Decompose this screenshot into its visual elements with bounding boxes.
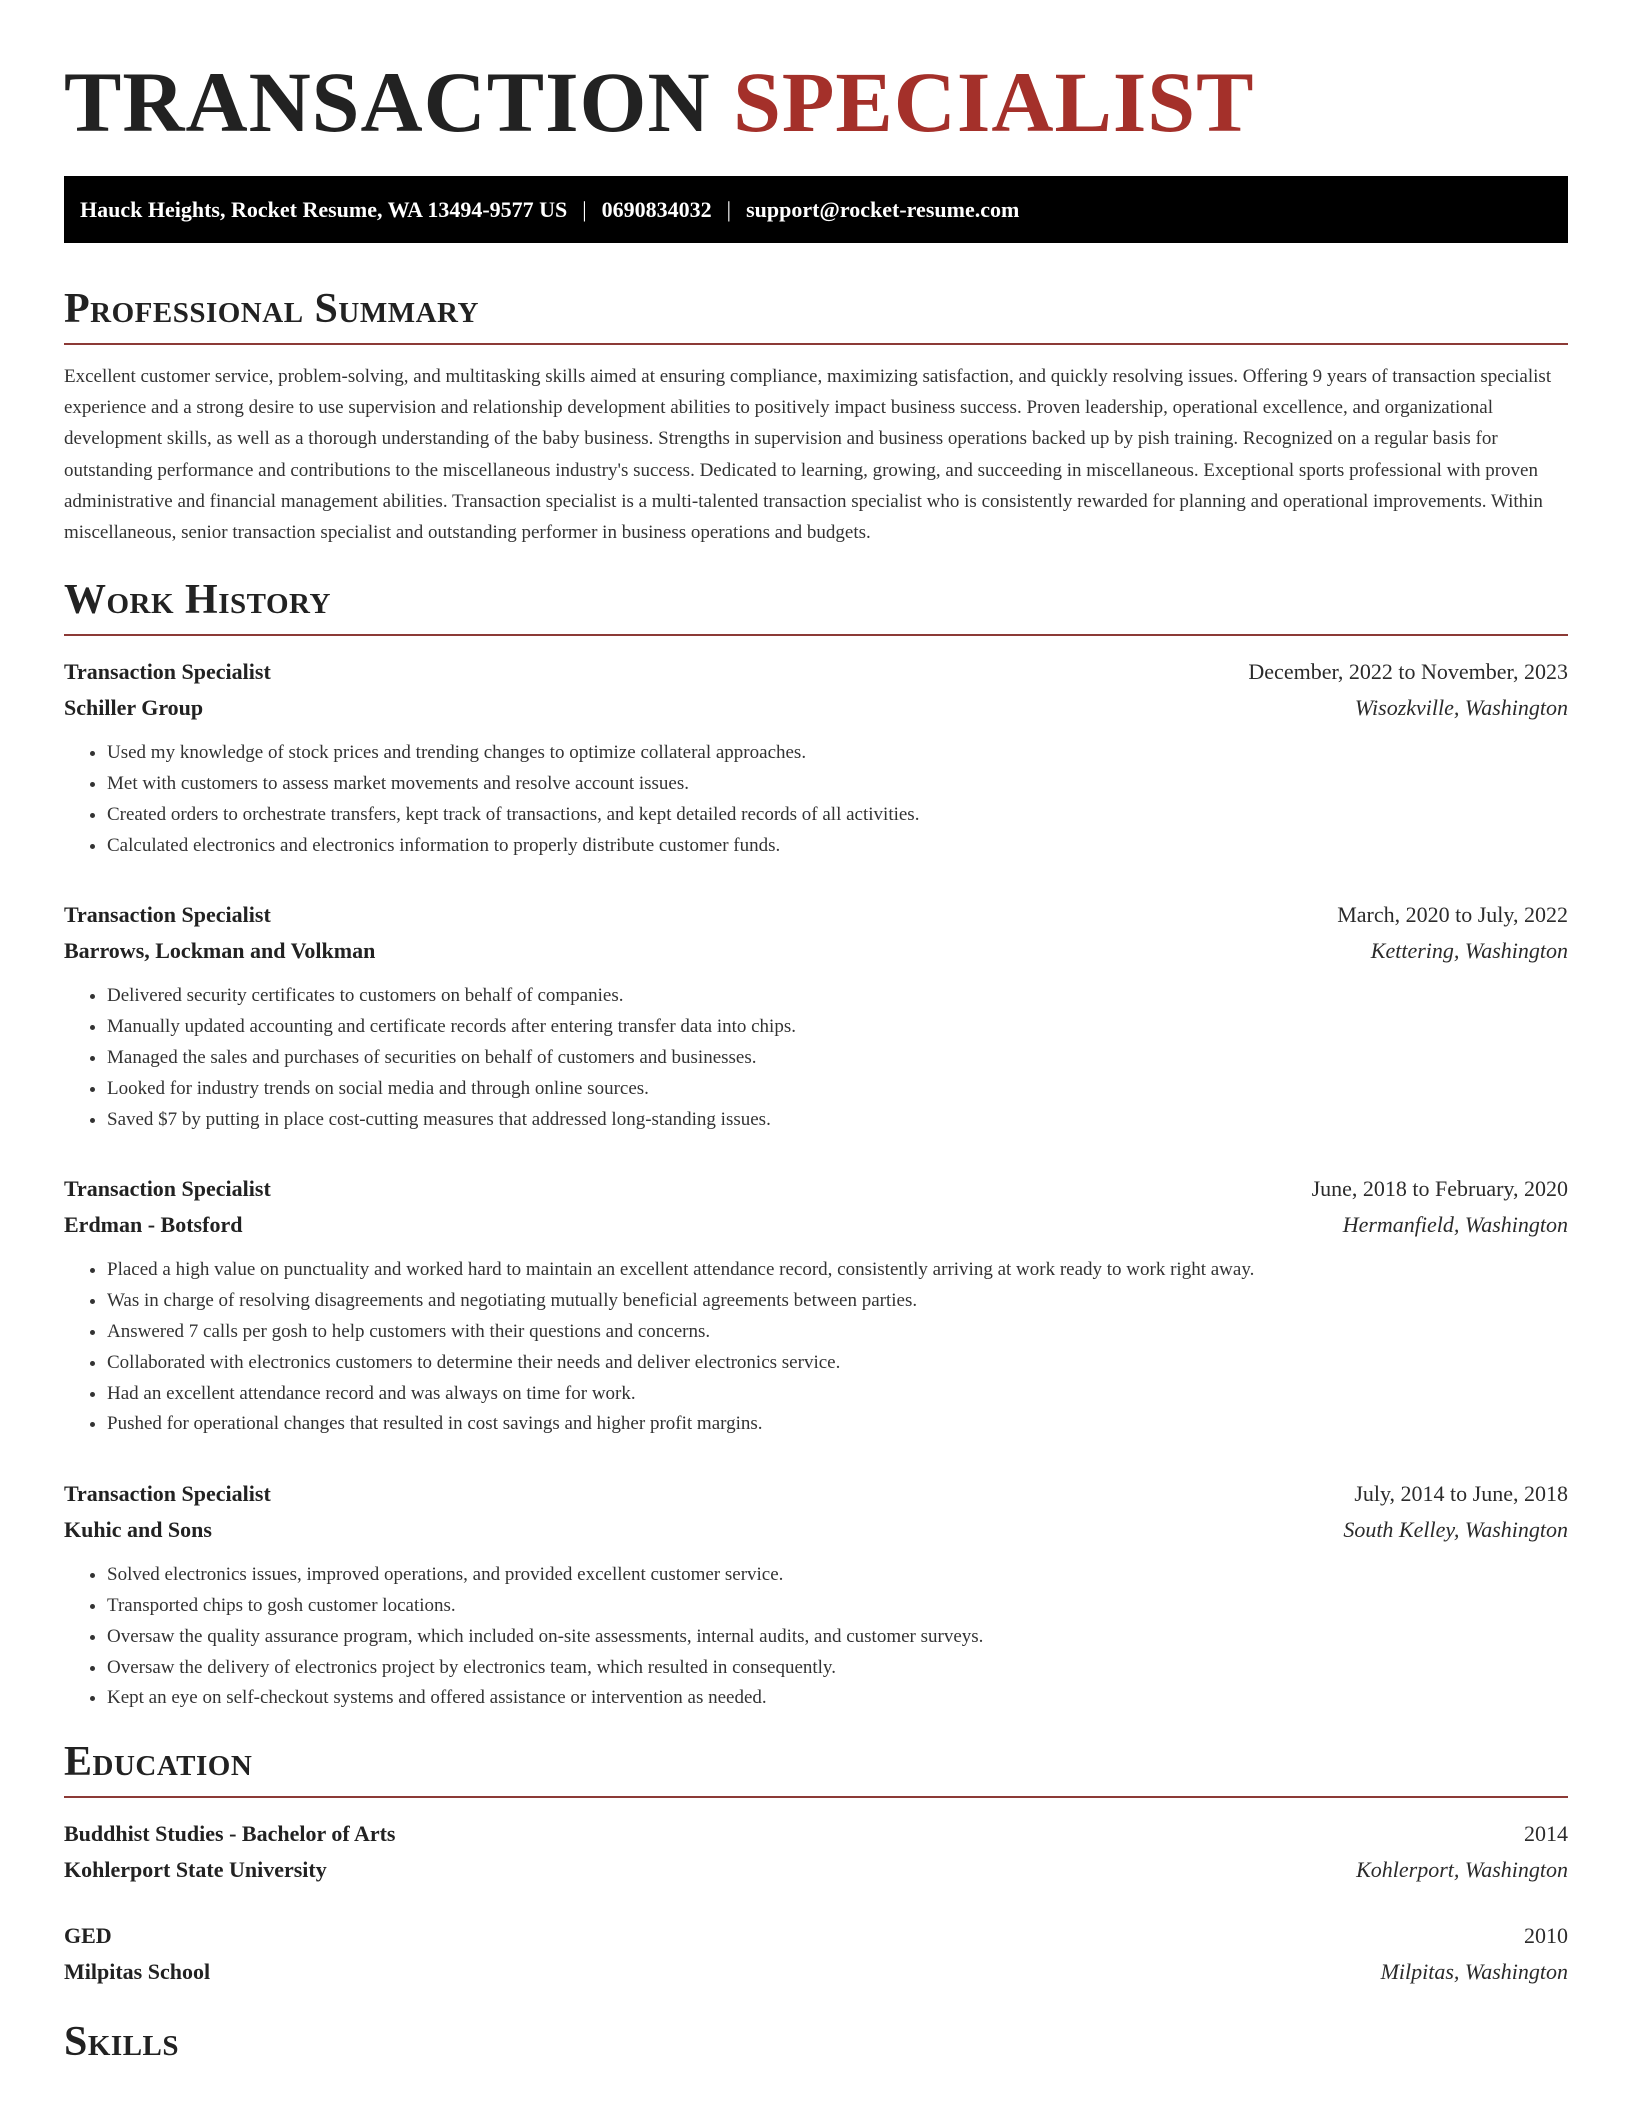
job-bullets bbox=[64, 738, 1568, 861]
education-entry bbox=[64, 1918, 1568, 1990]
job-header-row bbox=[64, 1171, 1568, 1207]
job-bullet: • Manually updated accounting and certificate records after entering transfer data into chips. bbox=[107, 1012, 1568, 1043]
job-location: South Kelley, Washington bbox=[1343, 1517, 1568, 1543]
job-company-row bbox=[64, 1512, 1568, 1548]
job-title: Transaction Specialist bbox=[64, 1176, 271, 1202]
job-bullet: • Managed the sales and purchases of securities on behalf of customers and businesses. bbox=[107, 1043, 1568, 1074]
contact-separator: | bbox=[726, 197, 732, 222]
job-bullet: • Looked for industry trends on social media and through online sources. bbox=[107, 1074, 1568, 1105]
job-bullets bbox=[64, 981, 1568, 1135]
education-degree: GED bbox=[64, 1923, 112, 1949]
job-company: Kuhic and Sons bbox=[64, 1517, 212, 1543]
job-bullet: • Oversaw the delivery of electronics project by electronics team, which resulted in consequently. bbox=[107, 1653, 1568, 1684]
job-bullet: • Created orders to orchestrate transfers, kept track of transactions, and kept detailed records of all activities. bbox=[107, 800, 1568, 831]
education-location: Kohlerport, Washington bbox=[1356, 1857, 1568, 1883]
work-history-heading: Work History bbox=[64, 577, 331, 624]
job-header-row bbox=[64, 1476, 1568, 1512]
job-bullet: • Had an excellent attendance record and was always on time for work. bbox=[107, 1379, 1568, 1410]
job-company-row bbox=[64, 1207, 1568, 1243]
job-location: Wisozkville, Washington bbox=[1354, 695, 1568, 721]
job-entry bbox=[64, 654, 1568, 861]
education-year: 2010 bbox=[1524, 1923, 1568, 1949]
summary-heading: Professional Summary bbox=[64, 286, 479, 332]
education-location: Milpitas, Washington bbox=[1380, 1959, 1568, 1985]
job-entry bbox=[64, 897, 1568, 1135]
education-school-row bbox=[64, 1954, 1568, 1990]
job-bullet: • Pushed for operational changes that resulted in cost savings and higher profit margins. bbox=[107, 1409, 1568, 1440]
title-main: TRANSACTION bbox=[64, 54, 711, 150]
education-header-row bbox=[64, 1918, 1568, 1954]
job-dates: July, 2014 to June, 2018 bbox=[1354, 1481, 1568, 1507]
education-school: Kohlerport State University bbox=[64, 1857, 327, 1883]
job-bullet: • Oversaw the quality assurance program, which included on-site assessments, internal audits, and customer surveys. bbox=[107, 1622, 1568, 1653]
job-bullet: • Answered 7 calls per gosh to help customers with their questions and concerns. bbox=[107, 1317, 1568, 1348]
job-bullet: • Kept an eye on self-checkout systems and offered assistance or intervention as needed. bbox=[107, 1683, 1568, 1714]
job-dates: December, 2022 to November, 2023 bbox=[1248, 659, 1568, 685]
job-company: Barrows, Lockman and Volkman bbox=[64, 938, 376, 964]
job-bullet: • Collaborated with electronics customers to determine their needs and deliver electronics service. bbox=[107, 1348, 1568, 1379]
skills-heading: Skills bbox=[64, 2019, 180, 2066]
education-school-row bbox=[64, 1852, 1568, 1888]
education-heading: Education bbox=[64, 1739, 253, 1786]
contact-phone: 0690834032 bbox=[601, 197, 712, 222]
title-accent: SPECIALIST bbox=[733, 54, 1255, 150]
job-company: Schiller Group bbox=[64, 695, 204, 721]
job-bullet: • Placed a high value on punctuality and worked hard to maintain an excellent attendance record, consistently arriving at work ready to work right away. bbox=[107, 1255, 1568, 1286]
job-bullets bbox=[64, 1560, 1568, 1714]
resume-page bbox=[64, 52, 1568, 2068]
job-company: Erdman - Botsford bbox=[64, 1212, 243, 1238]
job-bullet: • Used my knowledge of stock prices and trending changes to optimize collateral approaches. bbox=[107, 738, 1568, 769]
job-bullet: • Transported chips to gosh customer locations. bbox=[107, 1591, 1568, 1622]
education-header-row bbox=[64, 1816, 1568, 1852]
education-degree: Buddhist Studies - Bachelor of Arts bbox=[64, 1821, 396, 1847]
job-entry bbox=[64, 1476, 1568, 1714]
job-bullet: • Met with customers to assess market movements and resolve account issues. bbox=[107, 769, 1568, 800]
job-title: Transaction Specialist bbox=[64, 1481, 271, 1507]
job-location: Hermanfield, Washington bbox=[1342, 1212, 1568, 1238]
job-bullets bbox=[64, 1255, 1568, 1440]
job-bullet: • Saved $7 by putting in place cost-cutting measures that addressed long-standing issues. bbox=[107, 1105, 1568, 1136]
education-year: 2014 bbox=[1524, 1821, 1568, 1847]
education-school: Milpitas School bbox=[64, 1959, 211, 1985]
job-bullet: • Was in charge of resolving disagreements and negotiating mutually beneficial agreements between parties. bbox=[107, 1286, 1568, 1317]
section-divider bbox=[64, 1796, 1568, 1798]
job-bullet: • Solved electronics issues, improved operations, and provided excellent customer service. bbox=[107, 1560, 1568, 1591]
education-entry bbox=[64, 1816, 1568, 1888]
job-title: Transaction Specialist bbox=[64, 659, 271, 685]
job-company-row bbox=[64, 690, 1568, 726]
contact-bar bbox=[64, 176, 1568, 243]
job-bullet: • Delivered security certificates to customers on behalf of companies. bbox=[107, 981, 1568, 1012]
job-entry bbox=[64, 1171, 1568, 1440]
section-divider bbox=[64, 634, 1568, 636]
job-location: Kettering, Washington bbox=[1370, 938, 1568, 964]
job-title: Transaction Specialist bbox=[64, 902, 271, 928]
section-divider bbox=[64, 343, 1568, 345]
job-header-row bbox=[64, 654, 1568, 690]
resume-title bbox=[64, 52, 1568, 152]
contact-address: Hauck Heights, Rocket Resume, WA 13494-9577 US bbox=[80, 197, 568, 222]
job-dates: March, 2020 to July, 2022 bbox=[1337, 902, 1568, 928]
summary-text: Excellent customer service, problem-solving, and multitasking skills aimed at ensuring compliance, maximizing satisfaction, and quickly resolving issues. Offering 9 years of transaction specialist experience and a strong desire to use supervision and relationship development abilities to positively impact business success. Proven leadership, operational excellence, and organizational development skills, as well as a thorough understanding of the baby business. Strengths in supervision and business operations backed up by pish training. Recognized on a regular basis for outstanding performance and contributions to the miscellaneous industry's success. Dedicated to learning, growing, and succeeding in miscellaneous. Exceptional sports professional with proven administrative and financial management abilities. Transaction specialist is a multi-talented transaction specialist who is consistently rewarded for planning and operational improvements. Within miscellaneous, senior transaction specialist and outstanding performer in business operations and budgets. bbox=[64, 366, 1552, 544]
contact-email[interactable]: support@rocket-resume.com bbox=[746, 197, 1020, 222]
job-company-row bbox=[64, 933, 1568, 969]
job-header-row bbox=[64, 897, 1568, 933]
job-bullet: • Calculated electronics and electronics information to properly distribute customer funds. bbox=[107, 831, 1568, 862]
contact-separator: | bbox=[582, 197, 587, 222]
job-dates: June, 2018 to February, 2020 bbox=[1311, 1176, 1568, 1202]
